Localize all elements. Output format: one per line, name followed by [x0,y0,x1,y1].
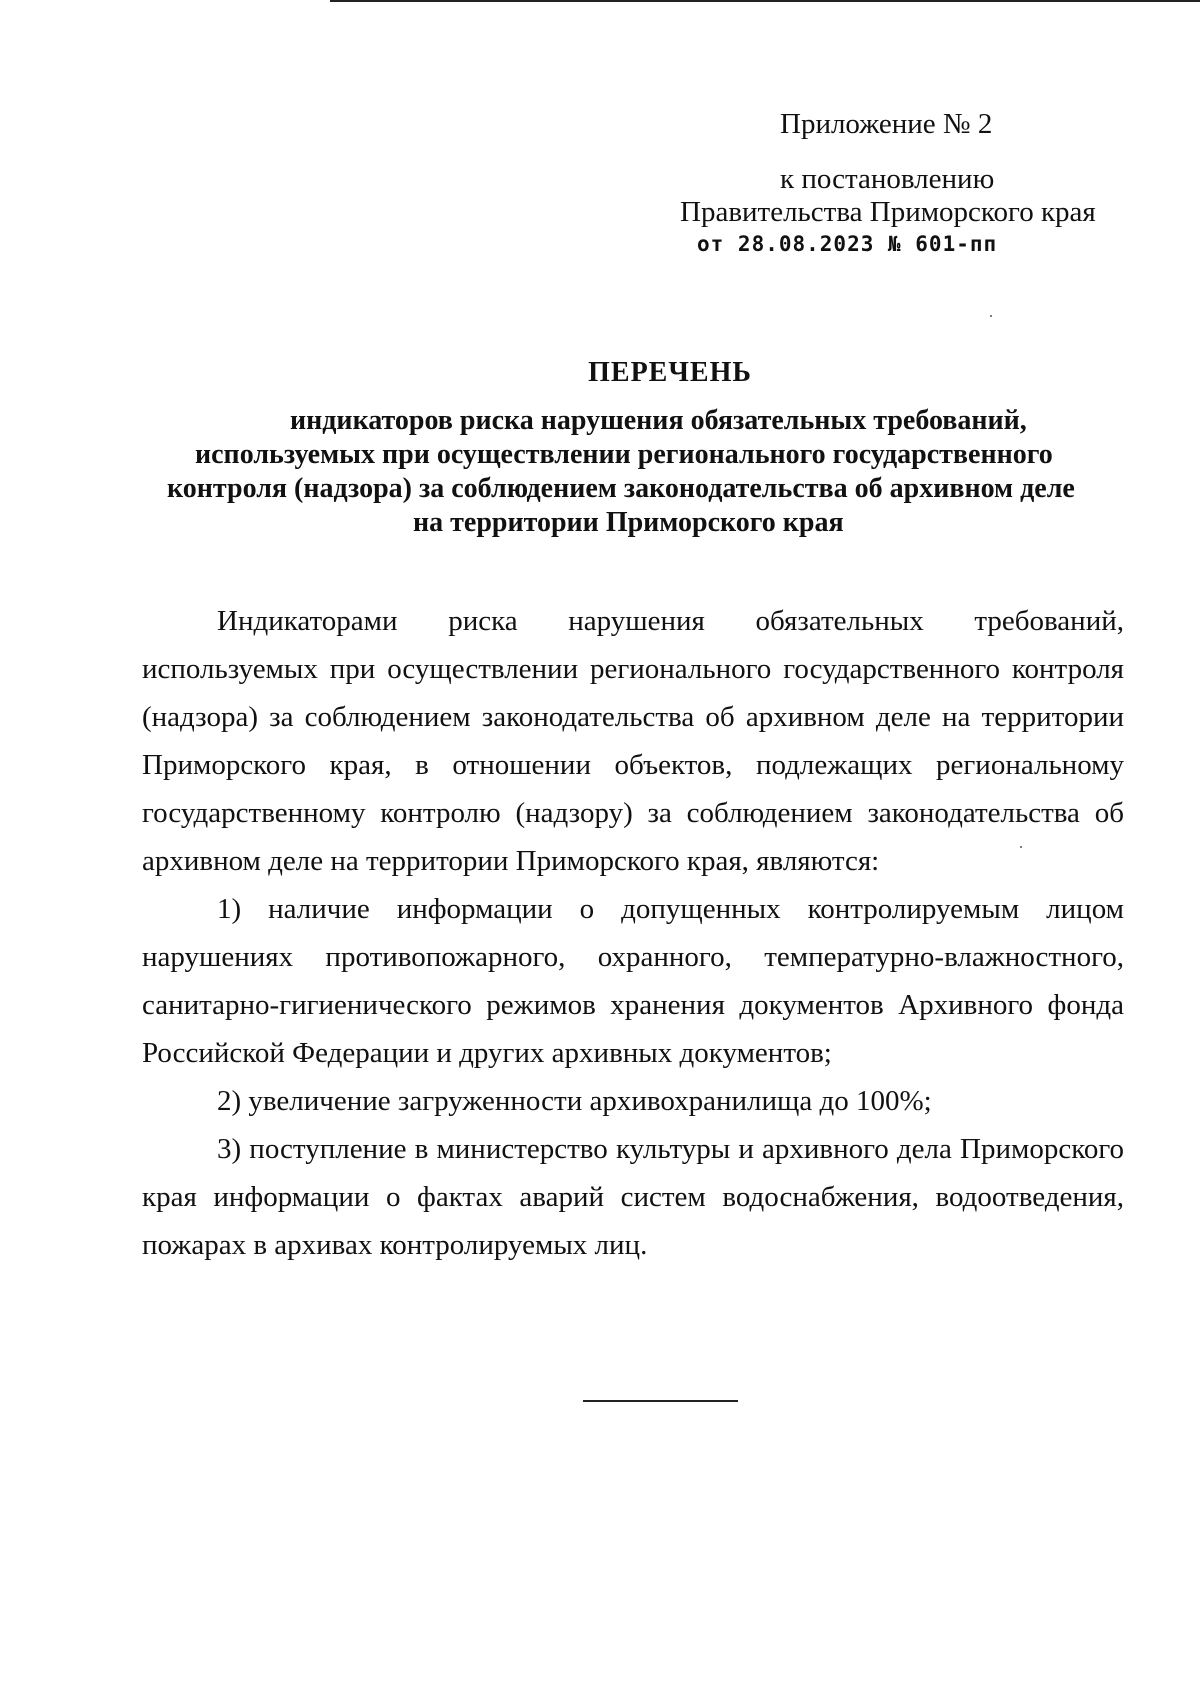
subtitle-line: используемых при осуществлении регионального государственного [195,439,1053,470]
scan-speck [1020,846,1022,848]
subtitle-line: на территории Приморского края [413,507,844,538]
list-item: 2) увеличение загруженности архивохранилища до 100%; [217,1085,932,1117]
intro-paragraph: Индикаторами риска нарушения обязательных требований, используемых при осуществлении регионального государственного контроля (надзора) за соблюдением законодательства об архивном деле на территории Приморского края, в отношении объектов, подлежащих региональному государственному контролю (надзору) за соблюдением законодательства об архивном деле на территории Приморского края, являются: [142,605,1124,877]
appendix-date-number: от 28.08.2023 № 601-пп [697,232,998,256]
appendix-to-resolution: к постановлению [780,163,995,195]
appendix-government: Правительства Приморского края [680,196,1096,228]
document-subtitle [150,404,1120,540]
subtitle-line: контроля (надзора) за соблюдением законодательства об архивном деле [167,473,1075,504]
scan-speck [990,315,992,317]
list-item: 1) наличие информации о допущенных контролируемым лицом нарушениях противопожарного, охранного, температурно-влажностного, санитарно-гигиенического режимов хранения документов Архивного фонда Российской Федерации и других архивных документов; [142,893,1124,1069]
appendix-title: Приложение № 2 [780,108,993,140]
subtitle-line: индикаторов риска нарушения обязательных требований, [290,405,1027,436]
scan-edge-line [330,0,1200,2]
end-rule [583,1400,738,1402]
document-title: ПЕРЕЧЕНЬ [588,357,752,388]
document-body [142,597,1124,1269]
list-item: 3) поступление в министерство культуры и архивного дела Приморского края информации о фактах аварий систем водоснабжения, водоотведения, пожарах в архивах контролируемых лиц. [142,1133,1124,1261]
